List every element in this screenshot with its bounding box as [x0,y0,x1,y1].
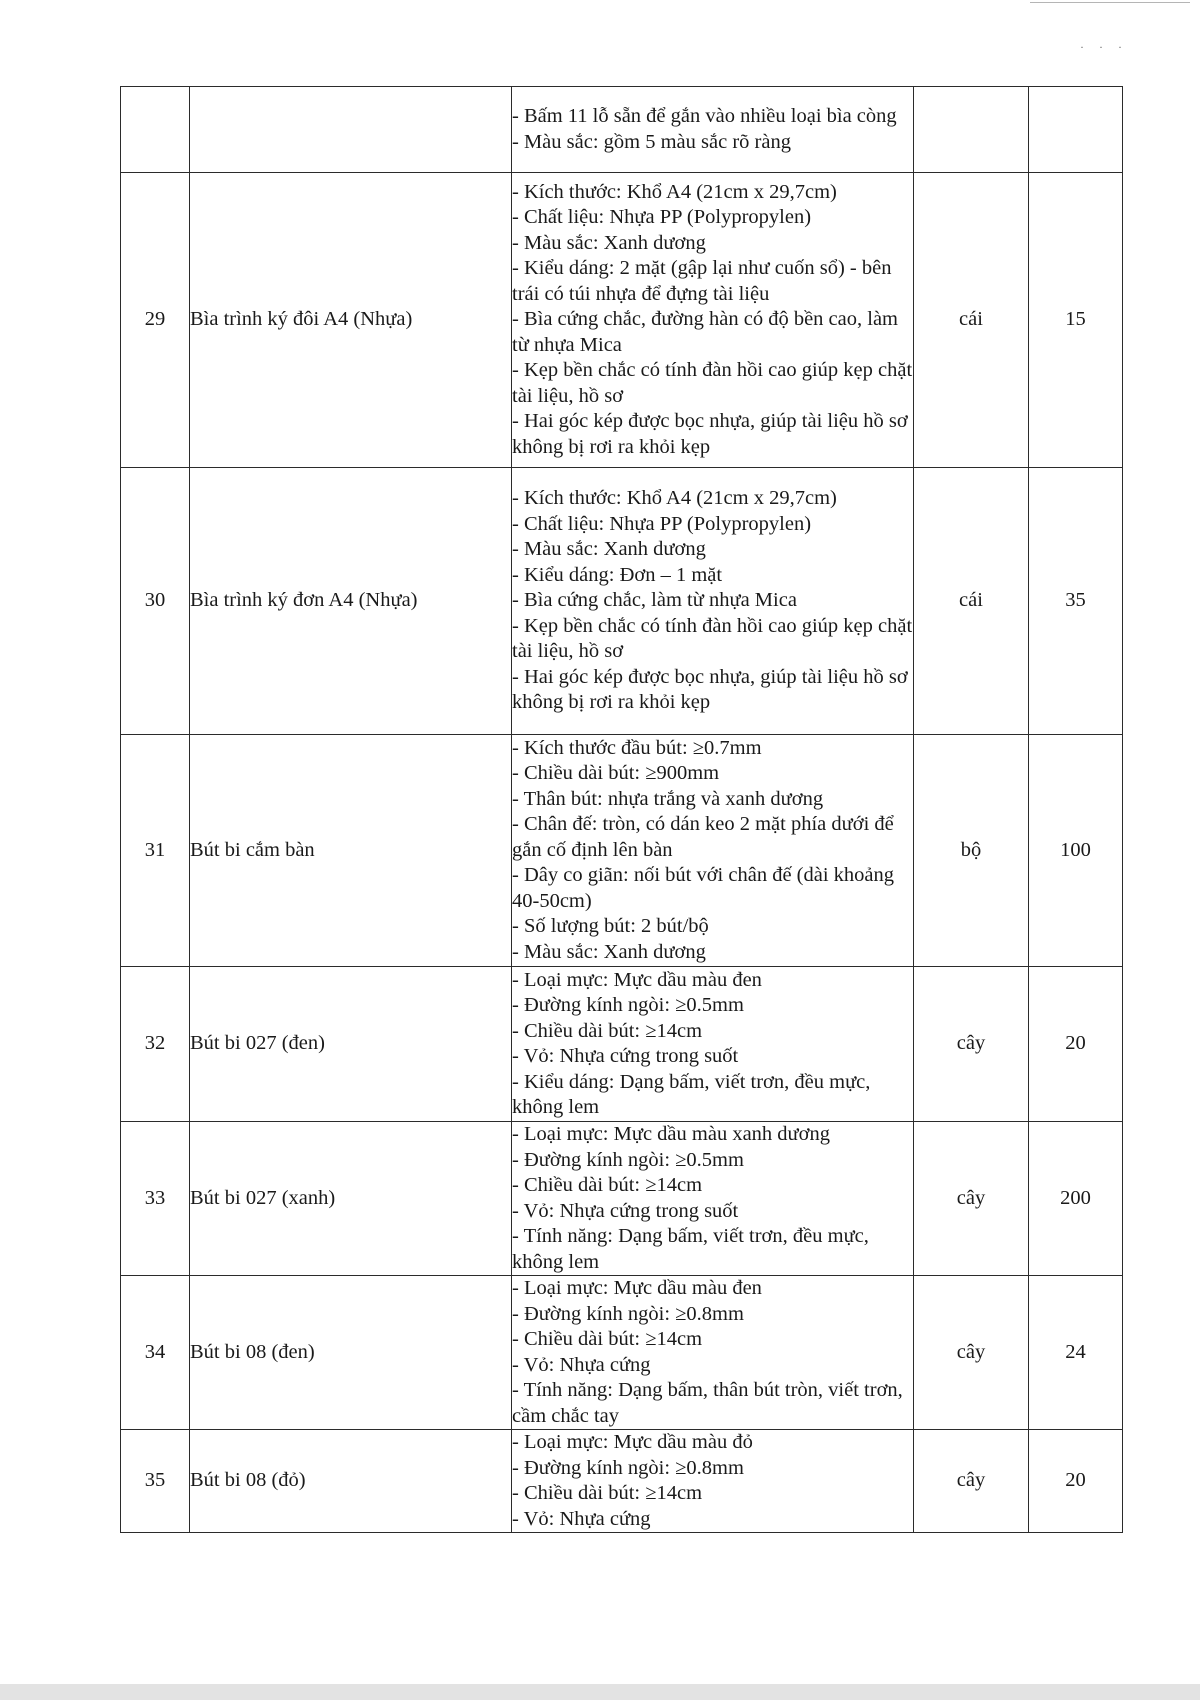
row-number: 34 [121,1276,190,1430]
item-quantity: 35 [1029,468,1123,735]
spec-line: - Chiều dài bút: ≥14cm [512,1174,703,1196]
spec-line: - Kiểu dáng: 2 mặt (gập lại như cuốn sổ) - bên trái có túi nhựa để đựng tài liệu [512,257,892,305]
spec-line: - Kiểu dáng: Đơn – 1 mặt [512,563,723,586]
item-specification [512,87,914,173]
item-quantity: 20 [1029,1430,1123,1533]
table-row [121,468,1123,735]
item-quantity: 100 [1029,735,1123,967]
spec-line: - Kích thước: Khổ A4 (21cm x 29,7cm) [512,180,837,203]
row-number: 31 [121,735,190,967]
spec-line: - Bấm 11 lỗ sẵn để gắn vào nhiều loại bìa còng [512,105,897,127]
spec-line: - Đường kính ngòi: ≥0.5mm [512,994,744,1016]
item-name: Bút bi 027 (đen) [190,967,512,1122]
table-row [121,173,1123,468]
spec-line: - Màu sắc: Xanh dương [512,538,706,561]
item-specification [512,468,914,735]
spec-line: - Kẹp bền chắc có tính đàn hồi cao giúp kẹp chặt tài liệu, hồ sơ [512,614,913,663]
row-number: 32 [121,967,190,1122]
spec-line: - Hai góc kép được bọc nhựa, giúp tài liệu hồ sơ không bị rơi ra khỏi kẹp [512,665,908,714]
item-unit [914,87,1029,173]
spec-line: - Loại mực: Mực dầu màu đen [512,968,762,991]
table-row [121,1122,1123,1276]
spec-line: - Chất liệu: Nhựa PP (Polypropylen) [512,512,812,535]
scan-top-rule [1030,2,1190,3]
item-specification [512,735,914,967]
table-row [121,87,1123,173]
row-number: 29 [121,173,190,468]
spec-line: - Chân đế: tròn, có dán keo 2 mặt phía dưới để gắn cố định lên bàn [512,813,894,861]
spec-line: - Loại mực: Mực dầu màu đỏ [512,1431,753,1453]
spec-line: - Chiều dài bút: ≥14cm [512,1482,703,1504]
item-unit: bộ [914,735,1029,967]
item-name: Bút bi 08 (đỏ) [190,1430,512,1533]
row-number: 35 [121,1430,190,1533]
spec-line: - Tính năng: Dạng bấm, viết trơn, đều mực, không lem [512,1225,869,1273]
spec-line: - Chất liệu: Nhựa PP (Polypropylen) [512,206,812,229]
spec-line: - Màu sắc: Xanh dương [512,231,706,254]
item-quantity: 15 [1029,173,1123,468]
item-name: Bút bi cắm bàn [190,735,512,967]
spec-line: - Đường kính ngòi: ≥0.8mm [512,1302,744,1325]
item-name: Bút bi 027 (xanh) [190,1122,512,1276]
spec-line: - Màu sắc: gồm 5 màu sắc rõ ràng [512,130,791,153]
spec-line: - Bìa cứng chắc, đường hàn có độ bền cao, làm từ nhựa Mica [512,308,898,356]
scan-bottom-edge [0,1684,1200,1700]
item-quantity: 24 [1029,1276,1123,1430]
item-unit: cây [914,1276,1029,1430]
spec-line: - Kích thước: Khổ A4 (21cm x 29,7cm) [512,487,837,510]
item-unit: cái [914,173,1029,468]
row-number: 33 [121,1122,190,1276]
table-row [121,1276,1123,1430]
spec-line: - Thân bút: nhựa trắng và xanh dương [512,787,824,810]
item-specification [512,173,914,468]
spec-line: - Vỏ: Nhựa cứng trong suốt [512,1045,739,1067]
spec-line: - Tính năng: Dạng bấm, thân bút tròn, viết trơn, cầm chắc tay [512,1379,903,1427]
spec-table [120,86,1123,1533]
spec-line: - Loại mực: Mực dầu màu xanh dương [512,1123,831,1145]
spec-line: - Đường kính ngòi: ≥0.5mm [512,1148,744,1171]
item-name [190,87,512,173]
table-row [121,1430,1123,1533]
table-row [121,735,1123,967]
row-number: 30 [121,468,190,735]
item-unit: cây [914,967,1029,1122]
item-name: Bút bi 08 (đen) [190,1276,512,1430]
item-unit: cây [914,1430,1029,1533]
table-row [121,967,1123,1122]
item-specification [512,1276,914,1430]
item-specification [512,1122,914,1276]
spec-line: - Vỏ: Nhựa cứng [512,1353,651,1376]
spec-line: - Chiều dài bút: ≥14cm [512,1019,703,1042]
spec-line: - Bìa cứng chắc, làm từ nhựa Mica [512,589,797,612]
spec-line: - Số lượng bút: 2 bút/bộ [512,915,709,938]
scan-specks: · · · [1080,40,1128,54]
spec-line: - Màu sắc: Xanh dương [512,940,706,963]
spec-line: - Hai góc kép được bọc nhựa, giúp tài liệu hồ sơ không bị rơi ra khỏi kẹp [512,410,908,458]
item-name: Bìa trình ký đơn A4 (Nhựa) [190,468,512,735]
spec-line: - Vỏ: Nhựa cứng trong suốt [512,1199,739,1222]
item-unit: cây [914,1122,1029,1276]
spec-line: - Kích thước đầu bút: ≥0.7mm [512,736,762,759]
spec-line: - Vỏ: Nhựa cứng [512,1507,651,1530]
spec-line: - Đường kính ngòi: ≥0.8mm [512,1456,744,1479]
item-quantity: 20 [1029,967,1123,1122]
item-quantity: 200 [1029,1122,1123,1276]
item-specification [512,967,914,1122]
spec-line: - Kiểu dáng: Dạng bấm, viết trơn, đều mực, không lem [512,1070,871,1118]
spec-line: - Loại mực: Mực dầu màu đen [512,1277,762,1299]
item-specification [512,1430,914,1533]
spec-line: - Chiều dài bút: ≥900mm [512,762,720,785]
spec-line: - Kẹp bền chắc có tính đàn hồi cao giúp kẹp chặt tài liệu, hồ sơ [512,359,913,407]
item-quantity [1029,87,1123,173]
item-name: Bìa trình ký đôi A4 (Nhựa) [190,173,512,468]
item-unit: cái [914,468,1029,735]
spec-line: - Dây co giãn: nối bút với chân đế (dài khoảng 40-50cm) [512,864,895,912]
spec-table-body [121,87,1123,1533]
row-number [121,87,190,173]
spec-line: - Chiều dài bút: ≥14cm [512,1328,703,1350]
